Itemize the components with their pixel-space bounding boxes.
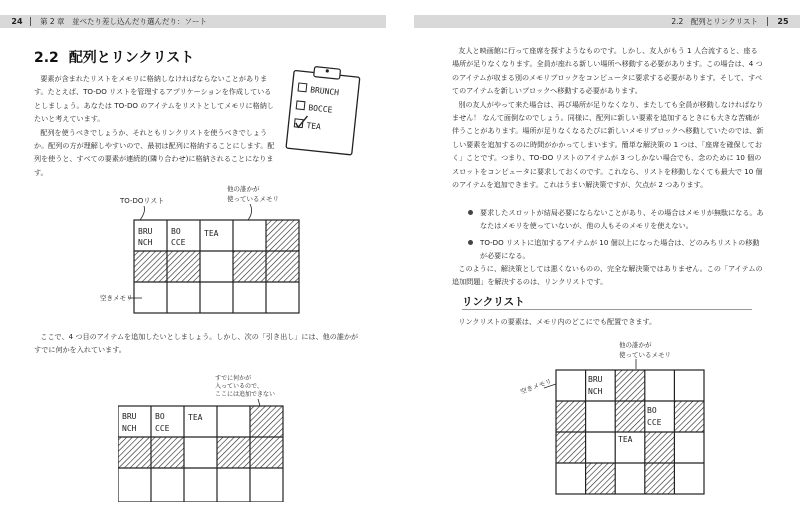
linked-list-heading: リンクリスト [462, 296, 525, 308]
used-memory-label-line2: 使っているメモリ [227, 195, 279, 203]
add-item-paragraph: ここで、4 つ目のアイテムを追加したいとしましょう。しかし、次の「引き出し」には、他の誰かがすでに何かを入れています。 [34, 332, 359, 355]
cell-tea: TEA [204, 229, 219, 238]
cell-tea: TEA [188, 413, 203, 422]
conclusion-text [452, 262, 764, 289]
used-cell [674, 401, 704, 432]
blocked-label-line1: すでに何かが [215, 375, 252, 382]
right-paragraph-2: 別の友人がやって来た場合は、再び場所が足りなくなり、またしても全員が移動しなければなりません！ なんて面倒なのでしょう。同様に、配列に新しい要素を追加するときにも大きな苦痛が伴うことがあります。場所が足りなくなるたびに新しいメモリブロックへ移動していたのでは、新しい要素を追加するのに時間がかかってしまいます。簡単な解決策の 1 つは、「座席を確保しておく」ことです。つまり、TO-DO リストのアイテムが 3 つしかない場合でも、念のために 10 個のスロットをコンピュータに要求しておくのです。これなら、リストを移動しなくても最大で 10 個のアイテムを追加できます。これはうまい解決策ですが、欠点が 2 つあります。 [452, 99, 764, 190]
list-item [466, 236, 766, 263]
cell-bocce-top: BO [155, 412, 165, 421]
section-number: 2.2 [34, 50, 59, 66]
used-cell [250, 406, 283, 437]
cell-brunch-top: BRU [122, 412, 137, 421]
blocked-label-line2: 入っているので、 [215, 383, 263, 390]
right-header-text: 2.2 配列とリンクリスト [671, 17, 758, 26]
left-running-header [0, 15, 386, 28]
used-cell [615, 401, 645, 432]
used-memory-arrow [248, 204, 252, 220]
linked-list-intro [452, 315, 764, 328]
todo-list-label: TO-DOリスト [120, 197, 165, 205]
free-memory-label: 空きメモリ [519, 377, 553, 396]
right-page-number: 25 [777, 17, 789, 26]
used-cell [233, 251, 266, 282]
intro-paragraph-1: 要素が含まれたリストをメモリに格納しなければならないことがあります。たとえば、TO-DO リストを管理するアプリケーションを作成しているとしましょう。あなたは TO-DO のアイテムをリストとしてメモリに格納したいと考えています。 [34, 74, 274, 124]
list-item [466, 206, 766, 233]
blocked-arrow [258, 399, 260, 406]
heading-rule [462, 309, 752, 310]
cell-tea: TEA [618, 435, 633, 444]
cell-brunch-top: BRU [138, 227, 153, 236]
blocked-label-line3: ここには追加できない [215, 391, 276, 398]
used-cell [167, 251, 200, 282]
used-cell [118, 437, 151, 468]
used-cell [217, 437, 250, 468]
used-memory-label-line1: 他の誰かが [227, 185, 260, 193]
header-divider [30, 17, 31, 26]
todo-arrow [140, 206, 145, 220]
left-page-number: 24 [11, 17, 23, 26]
used-cell [266, 220, 299, 251]
cell-bocce-bottom: CCE [171, 238, 186, 247]
used-cell [266, 251, 299, 282]
cell-brunch-bottom: NCH [138, 238, 153, 247]
used-cell [615, 370, 645, 401]
intro-text [34, 72, 276, 179]
drawback-list [466, 206, 766, 266]
drawback-2: TO-DO リストに追加するアイテムが 10 個以上になった場合は、どのみちリストの移動が必要になる。 [480, 237, 760, 261]
section-title-text: 配列とリンクリスト [68, 50, 195, 66]
used-cell [645, 463, 675, 494]
paragraph-after-figure [34, 330, 364, 357]
used-cell [151, 437, 184, 468]
clipboard-item-2: BOCCE [307, 103, 333, 115]
drawback-1: 要求したスロットが結局必要にならないことがあり、その場合はメモリが無駄になる。あなたはメモリを使っていないが、他の人もそのメモリを使えない。 [480, 208, 764, 231]
section-title [34, 47, 194, 67]
bullet-icon [468, 210, 473, 215]
intro-paragraph-2: 配列を使うべきでしょうか、それともリンクリストを使うべきでしょうか。配列の方が理解しやすいので、最初は配列に格納することにします。配列を使うと、すべての要素が連続的(隣り合わせ)に格納されることになります。 [34, 127, 275, 177]
bullet-icon [468, 240, 473, 245]
cell-brunch-top: BRU [588, 375, 603, 384]
header-divider [767, 17, 768, 26]
free-memory-label: 空きメモリ [100, 294, 133, 302]
cell-bocce-bottom: CCE [155, 424, 170, 433]
used-cell [134, 251, 167, 282]
array-full-figure [118, 372, 288, 502]
right-running-header [414, 15, 800, 28]
clipboard-illustration [282, 66, 370, 158]
used-cell [645, 432, 675, 463]
used-cell [556, 432, 586, 463]
used-cell [250, 437, 283, 468]
cell-bocce-top: BO [647, 406, 657, 415]
clipboard-item-3: TEA [306, 121, 322, 132]
right-body-text [452, 44, 764, 191]
used-cell [586, 463, 616, 494]
linked-list-paragraph: リンクリストの要素は、メモリ内のどこにでも配置できます。 [458, 317, 657, 326]
cell-bocce-bottom: CCE [647, 418, 662, 427]
array-memory-figure [100, 182, 300, 314]
conclusion-paragraph: このように、解決策としては悪くないものの、完全な解決策ではありません。この「アイテムの追加問題」を解決するのは、リンクリストです。 [452, 264, 763, 287]
used-memory-label-line2: 使っているメモリ [619, 351, 671, 359]
cell-brunch-bottom: NCH [122, 424, 137, 433]
linked-list-memory-figure [518, 338, 708, 498]
cell-brunch-bottom: NCH [588, 387, 603, 396]
used-cell [556, 401, 586, 432]
cell-bocce-top: BO [171, 227, 181, 236]
right-paragraph-1: 友人と映画館に行って座席を探すようなものです。しかし、友人がもう 1 人合流すると、座る場所が足りなくなります。全員が座れる新しい場所へ移動する必要があります。この場合は、4 つのアイテムが収まる別のメモリブロックをコンピュータに要求する必要があります。そして、すべてのアイテムを新しいブロックへ移動する必要があります。 [452, 46, 763, 96]
left-header-text: 第 2 章 並べたり差し込んだり選んだり：ソート [40, 17, 208, 26]
used-memory-label-line1: 他の誰かが [619, 341, 652, 349]
clipboard-item-1: BRUNCH [309, 85, 340, 98]
